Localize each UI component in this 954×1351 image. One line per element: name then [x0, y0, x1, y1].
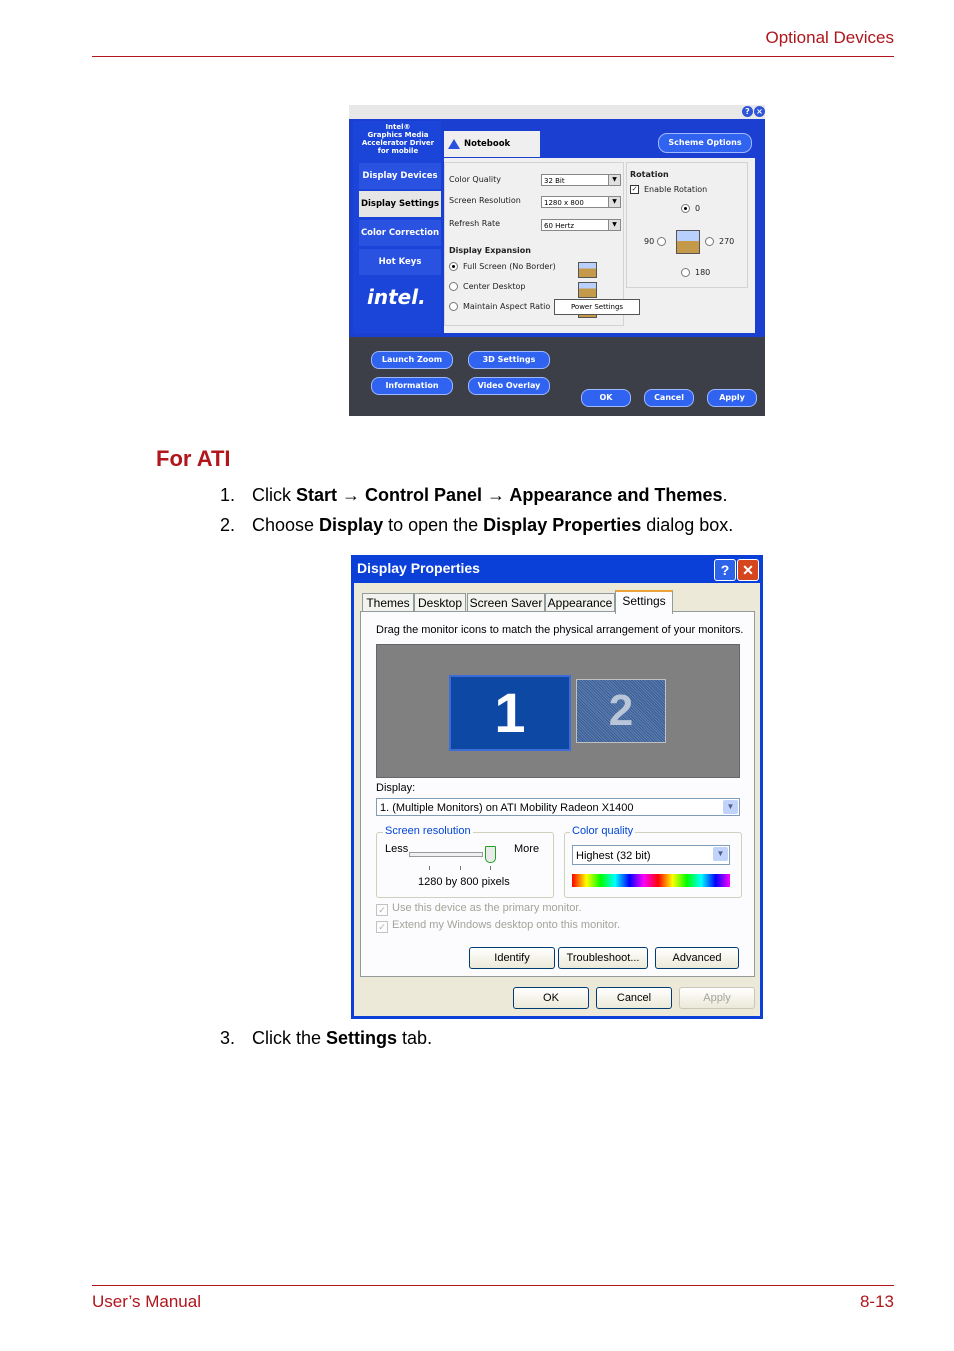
- information-button[interactable]: Information: [371, 377, 453, 395]
- intel-bottom-bar: [349, 337, 765, 416]
- screen-resolution-label: Screen resolution: [385, 825, 471, 837]
- close-icon[interactable]: ×: [754, 106, 765, 117]
- brand-line: Intel®: [385, 123, 411, 131]
- monitor-arrangement: [376, 644, 740, 778]
- checkbox-label: Enable Rotation: [644, 185, 708, 194]
- refresh-rate-select[interactable]: [541, 219, 621, 231]
- enable-rotation-checkbox[interactable]: [630, 185, 707, 194]
- step-bold: Display: [319, 515, 384, 535]
- identify-button[interactable]: Identify: [469, 947, 555, 969]
- option-label: Center Desktop: [463, 282, 526, 291]
- option-label: 180: [695, 268, 711, 277]
- intel-graphics-dialog: [349, 105, 765, 416]
- step-number: 2.: [220, 515, 236, 535]
- resolution-slider-track[interactable]: [409, 852, 483, 857]
- nav-display-devices[interactable]: Display Devices: [359, 163, 441, 189]
- running-header: Optional Devices: [765, 28, 894, 47]
- select-value: 1. (Multiple Monitors) on ATI Mobility Radeon X1400: [380, 802, 634, 814]
- display-label: Display:: [376, 782, 416, 794]
- radio-icon: [449, 282, 458, 291]
- checkbox-label: Extend my Windows desktop onto this monitor.: [392, 919, 621, 931]
- radio-icon: [681, 268, 690, 277]
- step-text: Click the: [252, 1028, 327, 1048]
- step-2: [220, 515, 733, 536]
- step-bold: Start: [296, 485, 338, 505]
- dialog-body: [354, 583, 760, 1016]
- slider-tick: [490, 866, 491, 870]
- color-quality-label: Color quality: [572, 825, 634, 837]
- tab-appearance[interactable]: Appearance: [545, 593, 615, 612]
- step-bold: Appearance and Themes: [509, 485, 723, 505]
- resolution-slider-thumb[interactable]: [485, 846, 496, 863]
- tab-settings[interactable]: Settings: [615, 590, 673, 614]
- footer-rule: [92, 1285, 894, 1286]
- apply-button[interactable]: Apply: [707, 389, 757, 407]
- expansion-full-screen[interactable]: [449, 262, 556, 271]
- rotation-0-radio[interactable]: [681, 204, 700, 213]
- slider-tick: [460, 866, 461, 870]
- step-arrow: →: [482, 485, 510, 505]
- step-bold: Control Panel: [365, 485, 483, 505]
- monitor-number: 2: [608, 686, 634, 735]
- color-quality-label: Color Quality: [449, 175, 502, 184]
- close-button[interactable]: ✕: [737, 559, 759, 581]
- page-number: 8-13: [859, 1292, 894, 1311]
- display-select[interactable]: [376, 798, 740, 816]
- tab-screen-saver[interactable]: Screen Saver: [467, 593, 545, 612]
- intel-brand-text: [355, 123, 441, 155]
- monitor-2-icon[interactable]: [576, 679, 666, 743]
- refresh-rate-label: Refresh Rate: [449, 219, 501, 228]
- header-rule: [92, 56, 894, 57]
- select-value: Highest (32 bit): [576, 850, 651, 862]
- expansion-maintain-aspect[interactable]: [449, 302, 550, 311]
- picture-icon: [578, 282, 597, 298]
- color-spectrum-bar: [572, 874, 730, 887]
- rotation-90-radio[interactable]: [644, 237, 671, 246]
- step-text: Click: [252, 485, 296, 505]
- troubleshoot-button[interactable]: Troubleshoot...: [558, 947, 648, 969]
- settings-panel: [360, 611, 755, 977]
- instruction-text: Drag the monitor icons to match the physical arrangement of your monitors.: [376, 624, 744, 636]
- option-label: 90: [644, 237, 655, 246]
- brand-line: Graphics Media: [367, 131, 429, 139]
- tab-themes[interactable]: Themes: [362, 593, 414, 612]
- more-label: More: [514, 843, 540, 855]
- picture-icon: [578, 262, 597, 278]
- launch-zoom-button[interactable]: Launch Zoom: [371, 351, 453, 369]
- ok-button[interactable]: OK: [513, 987, 589, 1009]
- help-button[interactable]: ?: [714, 559, 736, 581]
- cancel-button[interactable]: Cancel: [596, 987, 672, 1009]
- footer-manual-title: User’s Manual: [92, 1292, 201, 1311]
- step-1: [220, 485, 727, 506]
- advanced-button[interactable]: Advanced: [655, 947, 739, 969]
- help-icon[interactable]: ?: [742, 106, 753, 117]
- ok-button[interactable]: OK: [581, 389, 631, 407]
- radio-icon: [681, 204, 690, 213]
- step-text: .: [722, 485, 728, 505]
- nav-color-correction[interactable]: Color Correction: [359, 220, 441, 246]
- rotation-title: Rotation: [630, 170, 669, 179]
- intel-top-strip: [349, 105, 765, 119]
- slider-tick: [429, 866, 430, 870]
- radio-icon: [449, 302, 458, 311]
- tab-desktop[interactable]: Desktop: [414, 593, 466, 612]
- cancel-button[interactable]: Cancel: [644, 389, 694, 407]
- chevron-down-icon: ▼: [608, 197, 620, 207]
- apply-button[interactable]: Apply: [679, 987, 755, 1009]
- step-arrow: →: [337, 485, 366, 505]
- select-value: 32 Bit: [544, 177, 565, 185]
- step-text: tab.: [397, 1028, 433, 1048]
- monitor-1-icon[interactable]: [449, 675, 571, 751]
- display-expansion-title: Display Expansion: [449, 246, 531, 255]
- radio-icon: [449, 262, 458, 271]
- color-quality-select[interactable]: [572, 845, 730, 865]
- chevron-down-icon: ▼: [723, 800, 738, 814]
- step-number: 1.: [220, 485, 236, 505]
- step-bold: Display Properties: [483, 515, 642, 535]
- option-label: Maintain Aspect Ratio: [463, 302, 551, 311]
- step-text: to open the: [383, 515, 484, 535]
- rotation-preview-icon: [676, 230, 700, 254]
- resolution-value: 1280 by 800 pixels: [418, 876, 510, 888]
- checkbox-icon: ✓: [631, 185, 638, 193]
- chevron-down-icon: ▼: [713, 847, 728, 861]
- video-overlay-button[interactable]: Video Overlay: [468, 377, 550, 395]
- option-label: 270: [719, 237, 735, 246]
- primary-monitor-checkbox[interactable]: [376, 902, 582, 916]
- option-label: Full Screen (No Border): [463, 262, 556, 271]
- 3d-settings-button[interactable]: 3D Settings: [468, 351, 550, 369]
- brand-line: Accelerator Driver: [361, 139, 435, 147]
- step-3: [220, 1028, 432, 1049]
- nav-display-settings[interactable]: Display Settings: [359, 191, 441, 217]
- expansion-center-desktop[interactable]: [449, 282, 525, 291]
- select-value: 60 Hertz: [544, 222, 574, 230]
- rotation-180-radio[interactable]: [681, 268, 710, 277]
- brand-line: for mobile: [377, 147, 419, 155]
- display-properties-dialog: [351, 555, 763, 1019]
- notebook-icon: [448, 139, 460, 149]
- option-label: 0: [695, 204, 701, 213]
- select-value: 1280 x 800: [544, 199, 584, 207]
- checkbox-icon: ✓: [376, 904, 388, 916]
- screen-resolution-group: [376, 832, 554, 898]
- extend-desktop-checkbox[interactable]: [376, 919, 620, 933]
- monitor-number: 1: [494, 681, 526, 744]
- color-quality-select[interactable]: [541, 174, 621, 186]
- chevron-down-icon: ▼: [608, 175, 620, 185]
- step-bold: Settings: [326, 1028, 398, 1048]
- less-label: Less: [385, 843, 409, 855]
- resolution-label: Screen Resolution: [449, 196, 521, 205]
- resolution-select[interactable]: [541, 196, 621, 208]
- rotation-270-radio[interactable]: [705, 237, 734, 246]
- step-text: dialog box.: [641, 515, 734, 535]
- radio-icon: [705, 237, 714, 246]
- step-number: 3.: [220, 1028, 236, 1048]
- checkbox-icon: ✓: [376, 921, 388, 933]
- checkbox-label: Use this device as the primary monitor.: [392, 902, 582, 914]
- power-settings-button[interactable]: Power Settings: [554, 299, 640, 315]
- scheme-options-button[interactable]: Scheme Options: [658, 133, 752, 153]
- step-text: Choose: [252, 515, 320, 535]
- dialog-title: Display Properties: [357, 560, 480, 576]
- radio-icon: [657, 237, 666, 246]
- section-title: For ATI: [156, 446, 231, 471]
- intel-logo: intel.: [367, 285, 426, 309]
- tab-notebook[interactable]: [444, 131, 540, 157]
- chevron-down-icon: ▼: [608, 220, 620, 230]
- tab-label: Notebook: [464, 139, 511, 149]
- nav-hot-keys[interactable]: Hot Keys: [359, 249, 441, 275]
